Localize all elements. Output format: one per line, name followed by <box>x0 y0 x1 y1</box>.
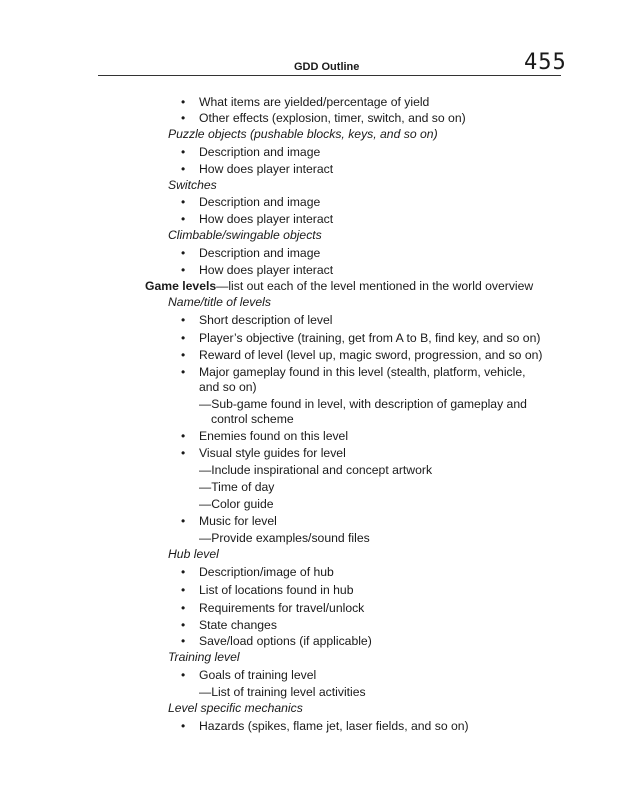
list-item: Short description of level <box>199 313 333 327</box>
bullet-icon: • <box>181 212 186 226</box>
bullet-icon: • <box>181 618 186 632</box>
bullet-icon: • <box>181 195 186 209</box>
bullet-icon: • <box>181 446 186 460</box>
bullet-icon: • <box>181 634 186 648</box>
subheading: Puzzle objects (pushable blocks, keys, and so on) <box>168 127 438 141</box>
subheading: Name/title of levels <box>168 295 271 309</box>
list-item: What items are yielded/percentage of yield <box>199 95 430 109</box>
list-item: Description and image <box>199 145 321 159</box>
bullet-icon: • <box>181 95 186 109</box>
list-item: Major gameplay found in this level (stealth, platform, vehicle, <box>199 365 526 379</box>
bullet-icon: • <box>181 429 186 443</box>
list-item: Other effects (explosion, timer, switch, and so on) <box>199 111 466 125</box>
dash-item: —Time of day <box>199 480 275 494</box>
list-item: How does player interact <box>199 162 334 176</box>
page-number: 455 <box>524 50 567 75</box>
subheading: Level specific mechanics <box>168 701 303 715</box>
bullet-icon: • <box>181 246 186 260</box>
list-item: Music for level <box>199 514 277 528</box>
section-description: —list out each of the level mentioned in the world overview <box>216 279 534 293</box>
list-item: List of locations found in hub <box>199 583 354 597</box>
dash-item: —List of training level activities <box>199 685 366 699</box>
dash-item: —Sub-game found in level, with description of gameplay and <box>199 397 527 411</box>
bullet-icon: • <box>181 348 186 362</box>
dash-item: —Color guide <box>199 497 274 511</box>
list-item: Description and image <box>199 195 321 209</box>
bullet-icon: • <box>181 719 186 733</box>
dash-item-continuation: control scheme <box>211 412 294 426</box>
list-item: Description/image of hub <box>199 565 334 579</box>
list-item: State changes <box>199 618 277 632</box>
list-item: Reward of level (level up, magic sword, progression, and so on) <box>199 348 543 362</box>
list-item: Visual style guides for level <box>199 446 346 460</box>
list-item: Player’s objective (training, get from A to B, find key, and so on) <box>199 331 541 345</box>
bullet-icon: • <box>181 583 186 597</box>
list-item: Requirements for travel/unlock <box>199 601 365 615</box>
bullet-icon: • <box>181 514 186 528</box>
list-item: Hazards (spikes, flame jet, laser fields, and so on) <box>199 719 469 733</box>
header-rule <box>98 75 561 76</box>
bullet-icon: • <box>181 313 186 327</box>
list-item: How does player interact <box>199 212 334 226</box>
bullet-icon: • <box>181 365 186 379</box>
list-item: Enemies found on this level <box>199 429 349 443</box>
section-heading: Game levels <box>145 279 217 293</box>
running-head-title: GDD Outline <box>294 61 360 73</box>
bullet-icon: • <box>181 263 186 277</box>
dash-item: —Include inspirational and concept artwork <box>199 463 433 477</box>
list-item: Goals of training level <box>199 668 317 682</box>
subheading: Hub level <box>168 547 219 561</box>
list-item: Description and image <box>199 246 321 260</box>
dash-item: —Provide examples/sound files <box>199 531 370 545</box>
list-item-continuation: and so on) <box>199 380 257 394</box>
bullet-icon: • <box>181 565 186 579</box>
subheading: Climbable/swingable objects <box>168 228 322 242</box>
bullet-icon: • <box>181 162 186 176</box>
bullet-icon: • <box>181 111 186 125</box>
bullet-icon: • <box>181 331 186 345</box>
bullet-icon: • <box>181 145 186 159</box>
list-item: How does player interact <box>199 263 334 277</box>
bullet-icon: • <box>181 668 186 682</box>
subheading: Switches <box>168 178 217 192</box>
section-heading-line <box>145 279 533 294</box>
bullet-icon: • <box>181 601 186 615</box>
list-item: Save/load options (if applicable) <box>199 634 372 648</box>
subheading: Training level <box>168 650 240 664</box>
